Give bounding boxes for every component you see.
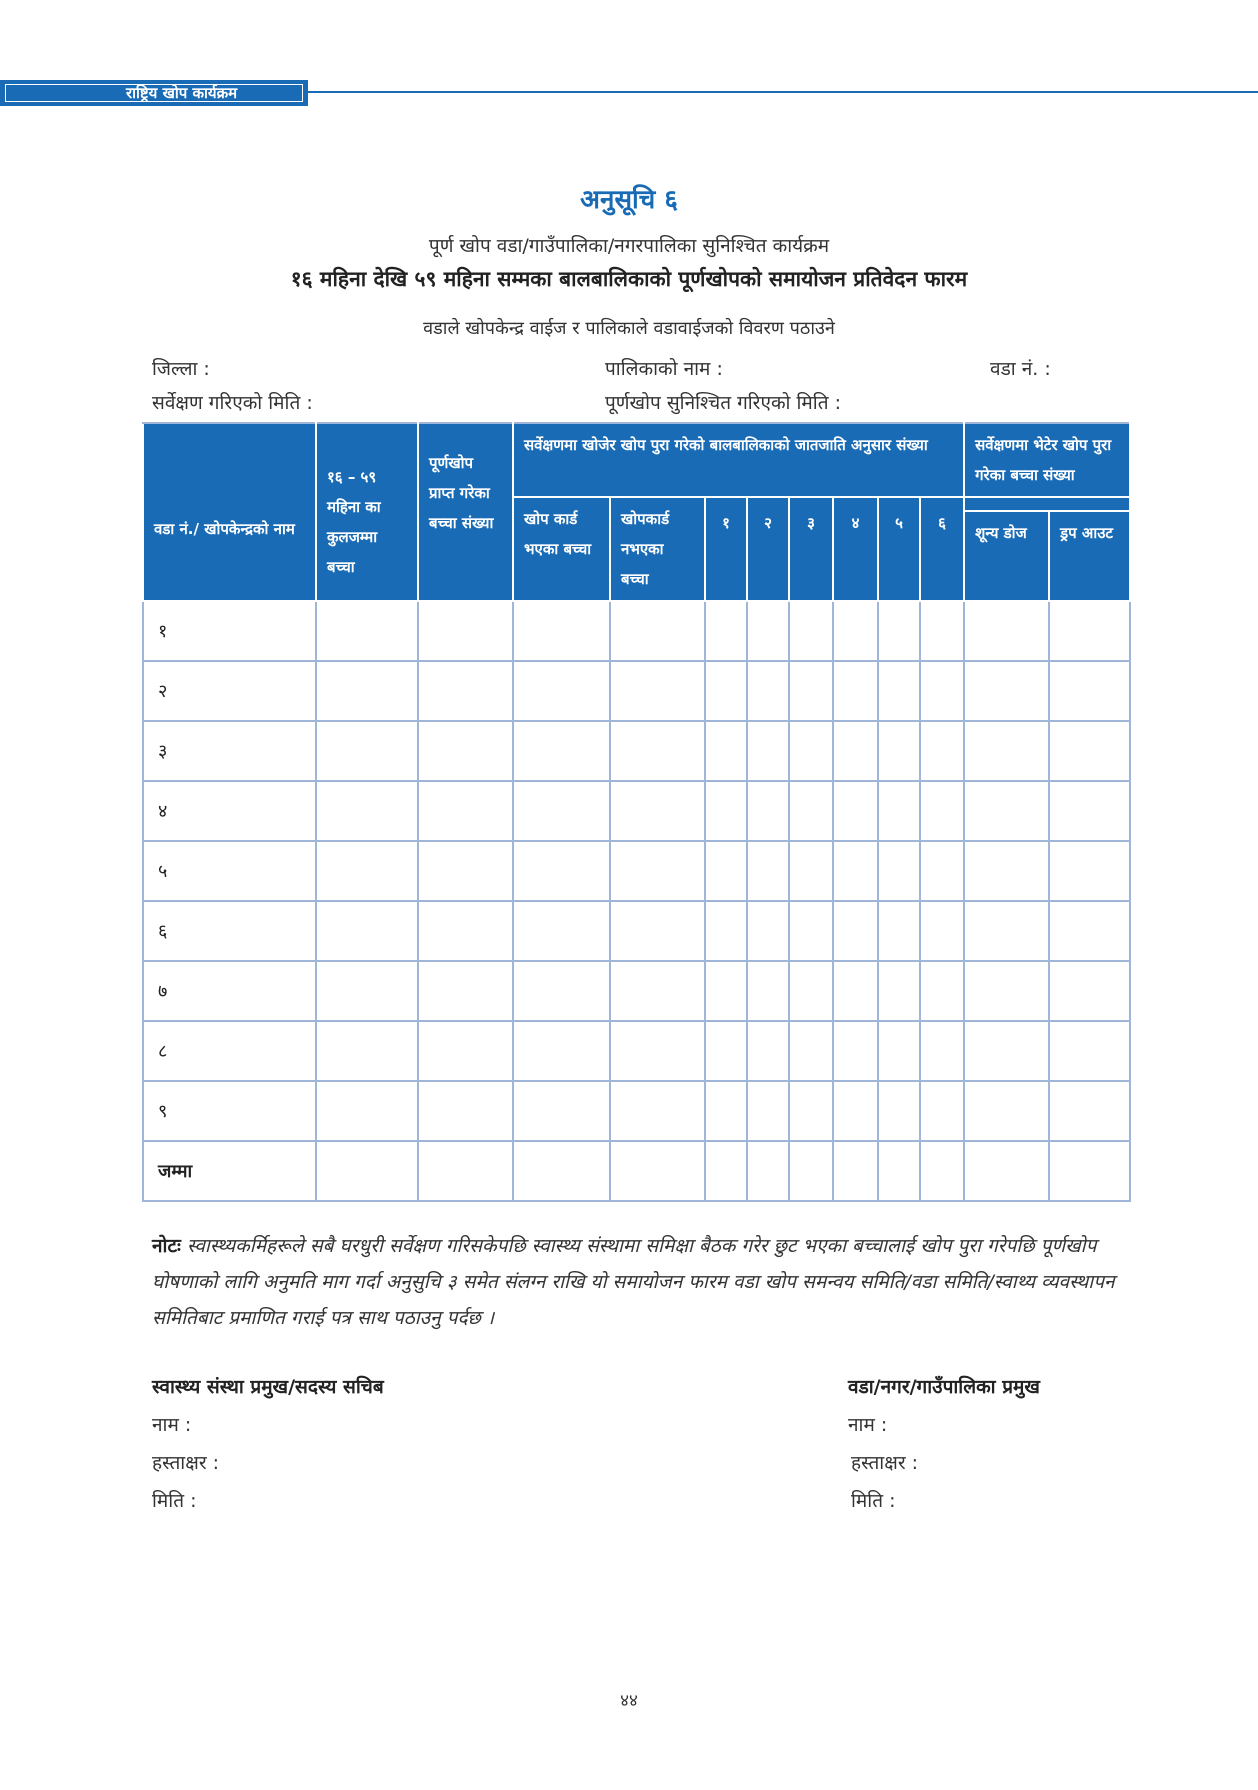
note-paragraph (152, 1228, 1124, 1336)
header-met-group: सर्वेक्षणमा भेटेर खोप पुरा गरेका बच्चा संख्या (964, 423, 1130, 497)
row-label: १ (143, 601, 316, 661)
header-with-card: खोप कार्ड भएका बच्चा (513, 497, 610, 601)
header-met-spacer (964, 497, 1130, 511)
header-without-card: खोपकार्ड नभएका बच्चा (610, 497, 705, 601)
left-date-field: मिति : (152, 1490, 197, 1512)
right-date-field: मिति : (851, 1490, 896, 1512)
header-caste-2: २ (747, 497, 789, 601)
header-label: राष्ट्रिय खोप कार्यक्रम (126, 84, 238, 102)
row-label: ४ (143, 781, 316, 841)
left-name-field: नाम : (152, 1414, 192, 1436)
header-total-children: १६ – ५९ महिना का कुलजम्मा बच्चा (316, 423, 418, 601)
header-drop-out: ड्रप आउट (1049, 511, 1130, 601)
right-signatory-title: वडा/नगर/गाउँपालिका प्रमुख (848, 1376, 1040, 1398)
row-label: २ (143, 661, 316, 721)
adjustment-form-table (142, 422, 1131, 1202)
confirm-date-field: पूर्णखोप सुनिश्चित गरिएको मिति : (605, 392, 841, 414)
palika-name-field: पालिकाको नाम : (605, 358, 723, 380)
table-row (143, 1021, 1130, 1081)
header-caste-4: ४ (833, 497, 878, 601)
table-row (143, 901, 1130, 961)
header-ward: वडा नं./ खोपकेन्द्रको नाम (143, 423, 316, 601)
row-label-total: जम्मा (143, 1141, 316, 1201)
table-row (143, 841, 1130, 901)
left-signatory-title: स्वास्थ्य संस्था प्रमुख/सदस्य सचिब (152, 1376, 384, 1398)
header-zero-dose: शून्य डोज (964, 511, 1049, 601)
program-subtitle: पूर्ण खोप वडा/गाउँपालिका/नगरपालिका सुनिश्चित कार्यक्रम (428, 235, 830, 257)
note-label: नोटः (152, 1235, 181, 1257)
row-label: ८ (143, 1021, 316, 1081)
header-fully-immunized: पूर्णखोप प्राप्त गरेका बच्चा संख्या (418, 423, 513, 601)
header-caste-1: १ (705, 497, 747, 601)
table-row (143, 781, 1130, 841)
right-name-field: नाम : (848, 1414, 888, 1436)
table-row (143, 1081, 1130, 1141)
survey-date-field: सर्वेक्षण गरिएको मिति : (152, 392, 313, 414)
row-label: ७ (143, 961, 316, 1021)
form-title: १६ महिना देखि ५९ महिना सम्मका बालबालिकाको पूर्णखोपको समायोजन प्रतिवेदन फारम (290, 267, 968, 291)
header-rule (308, 91, 1258, 93)
form-instruction: वडाले खोपकेन्द्र वाईज र पालिकाले वडावाईजको विवरण पठाउने (423, 318, 835, 339)
header-caste-3: ३ (789, 497, 833, 601)
header-caste-6: ६ (920, 497, 964, 601)
table-row (143, 961, 1130, 1021)
right-signature-field: हस्ताक्षर : (851, 1452, 919, 1474)
header-caste-5: ५ (878, 497, 920, 601)
row-label: ५ (143, 841, 316, 901)
header-survey-group: सर्वेक्षणमा खोजेर खोप पुरा गरेको बालबालिकाको जातजाति अनुसार संख्या (513, 423, 964, 497)
table-row (143, 721, 1130, 781)
district-field: जिल्ला : (152, 358, 210, 380)
ward-no-field: वडा नं. : (990, 358, 1051, 380)
row-label: ६ (143, 901, 316, 961)
row-label: ९ (143, 1081, 316, 1141)
note-text: स्वास्थ्यकर्मिहरूले सबै घरधुरी सर्वेक्षण गरिसकेपछि स्वास्थ्य संस्थामा समिक्षा बैठक गरेर छुट भएका बच्चालाई खोप पुरा गरेपछि पूर्णखोप घोषणाको लागि अनुमति माग गर्दा अनुसुचि ३ समेत संलग्न राखि यो समायोजन फारम वडा खोप समन्वय समिति/वडा समिति/स्वाथ्य व्यवस्थापन समितिबाट प्रमाणित गराई पत्र साथ पठाउनु पर्दछ । (152, 1235, 1115, 1329)
table-row (143, 601, 1130, 661)
table-row (143, 661, 1130, 721)
total-row (143, 1141, 1130, 1201)
left-signature-field: हस्ताक्षर : (152, 1452, 220, 1474)
row-label: ३ (143, 721, 316, 781)
page-title: अनुसूचि ६ (580, 185, 678, 215)
page-number: ४४ (620, 1691, 638, 1711)
